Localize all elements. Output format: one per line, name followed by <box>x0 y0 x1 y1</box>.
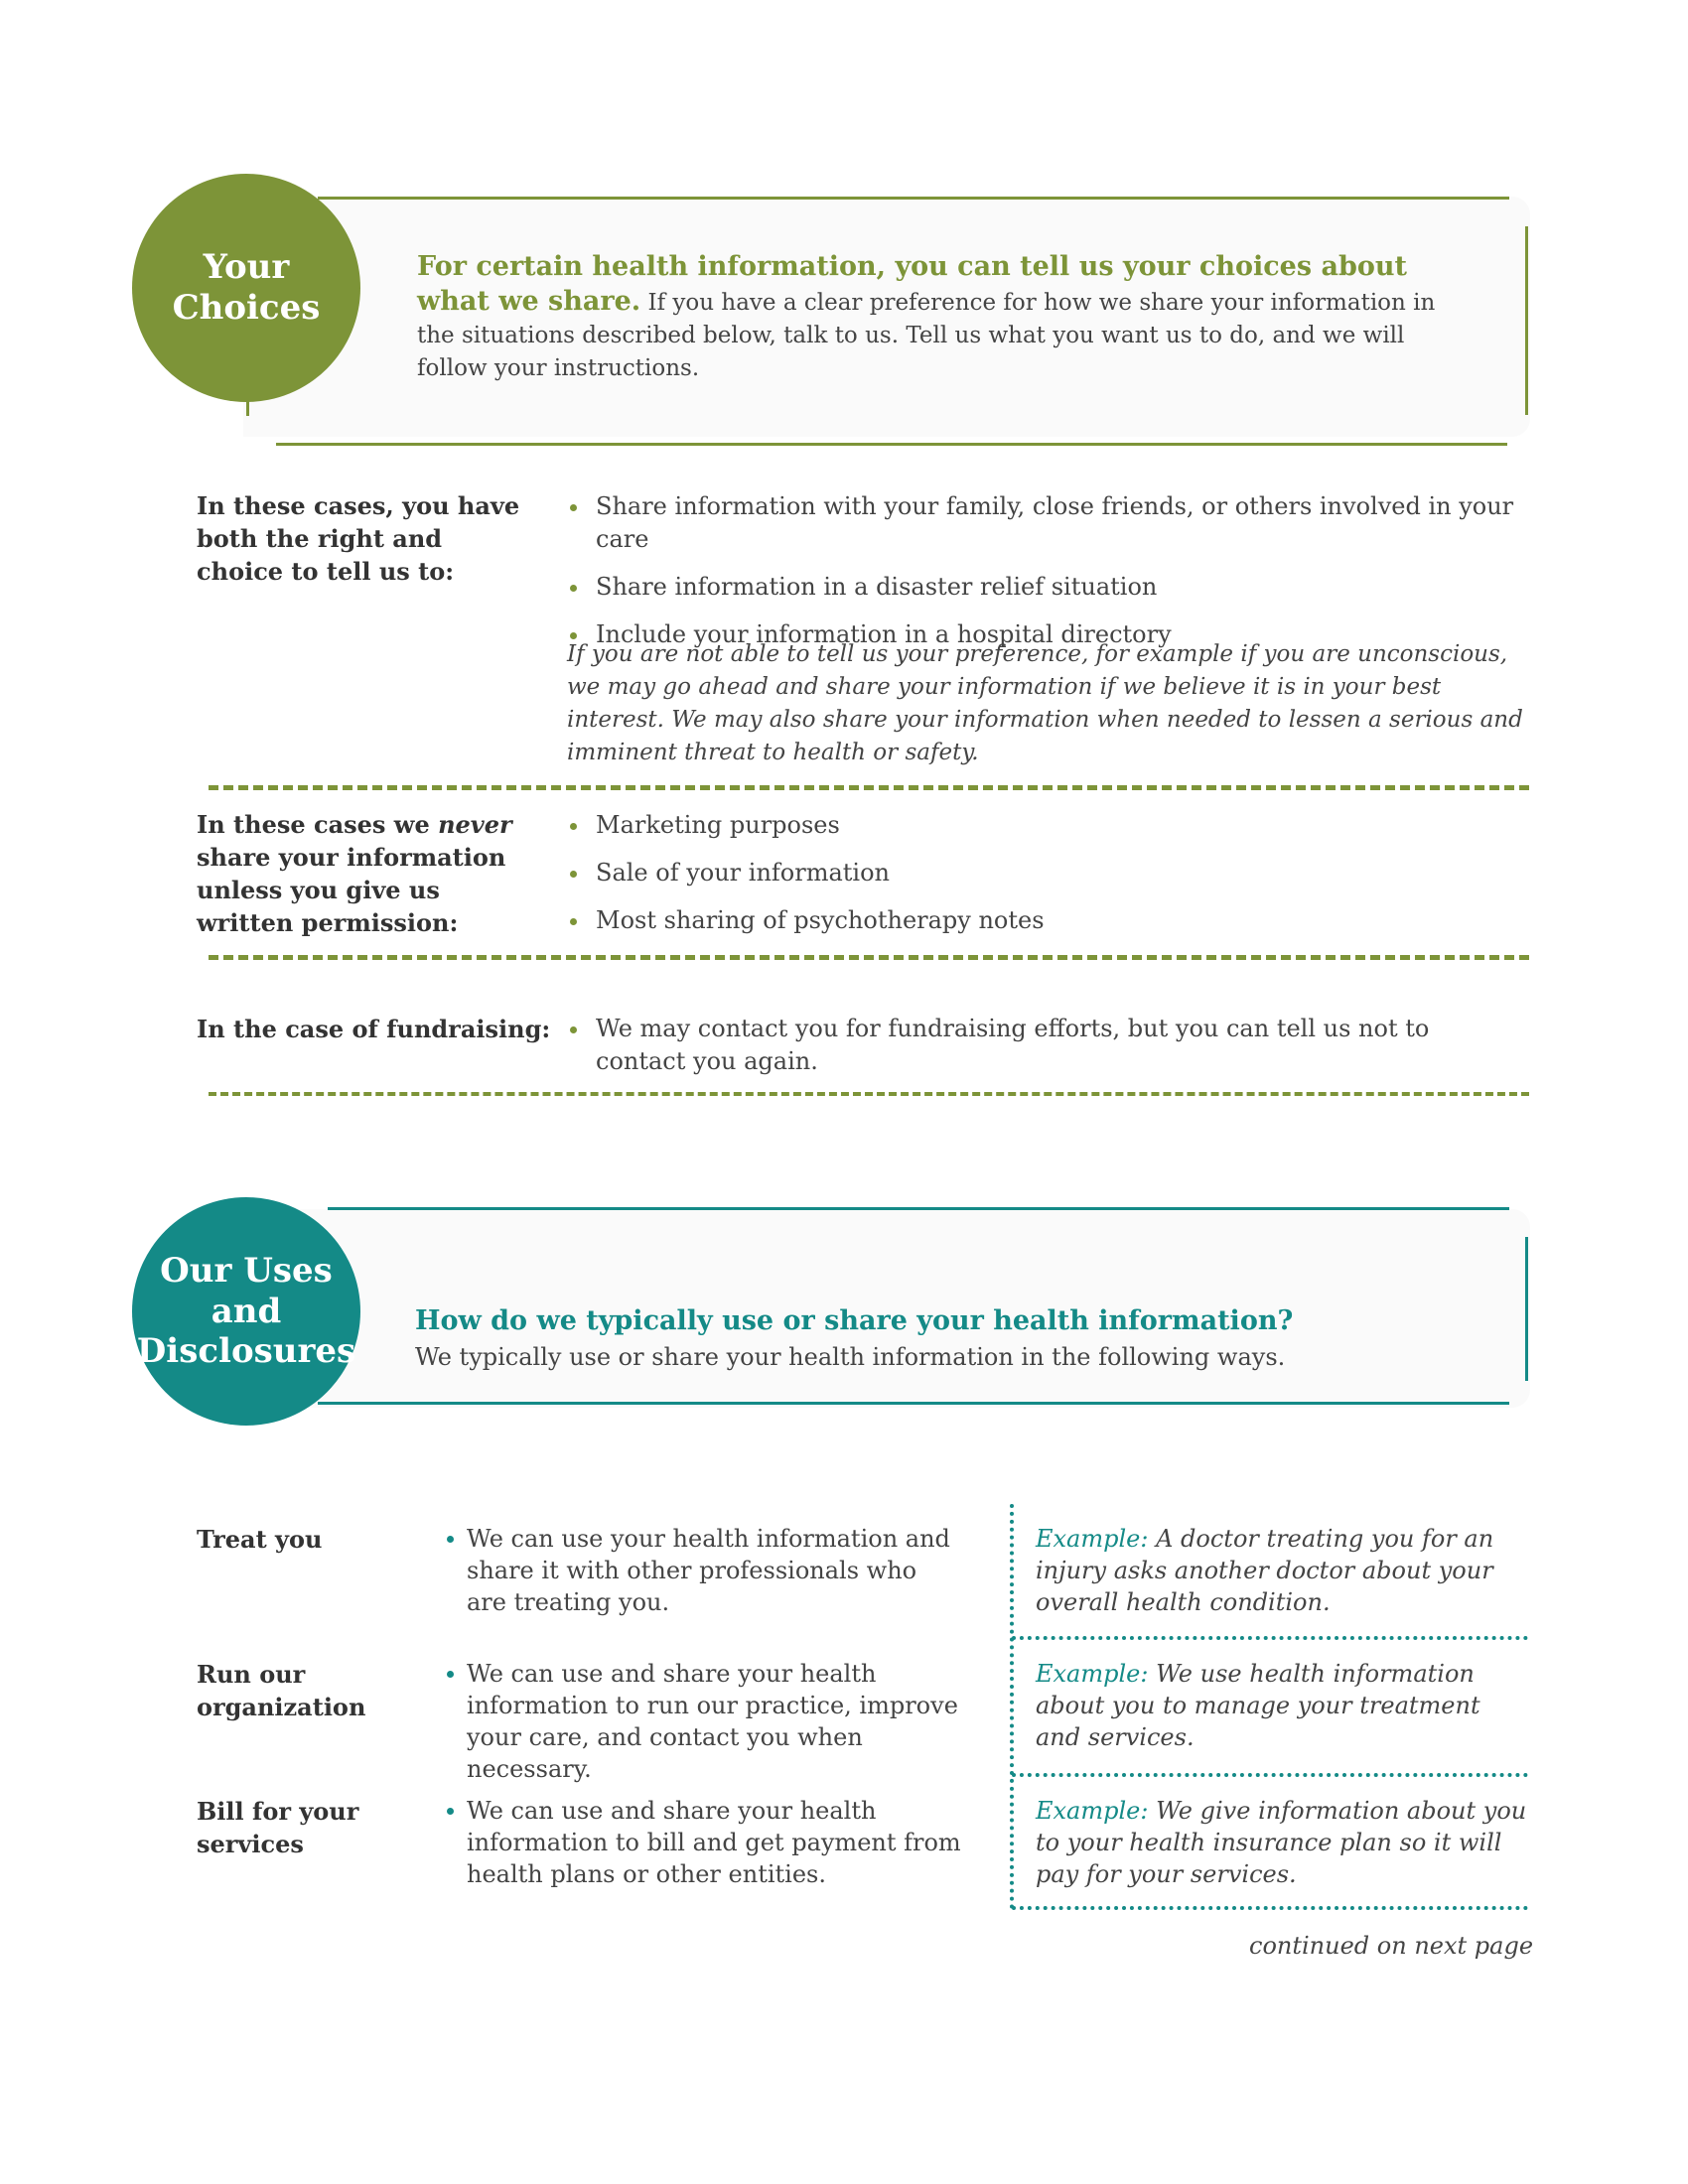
list-item: Marketing purposes <box>566 809 1529 842</box>
choices-divider-3 <box>209 1092 1529 1096</box>
choices-badge-line2: Choices <box>172 288 321 328</box>
choices-divider-2 <box>209 955 1529 960</box>
choices-right-rule <box>1525 226 1528 415</box>
choices-intro <box>417 250 1470 385</box>
continued-note: continued on next page <box>1249 1932 1534 1960</box>
uses-badge-line3: Disclosures <box>136 1331 356 1372</box>
choices-section-badge <box>132 174 360 402</box>
choices-row1-label: In these cases, you have both the right and choice to tell us to: <box>197 491 520 586</box>
list-item: Share information with your family, close friends, or others involved in your care <box>566 490 1529 556</box>
choices-top-rule <box>318 197 1509 200</box>
never-emphasis: never <box>438 810 512 839</box>
example-label: Example: <box>1036 1797 1149 1825</box>
example-label: Example: <box>1036 1660 1149 1688</box>
uses-row1-example: Example: A doctor treating you for an injury asks another doctor about your overall health condition. <box>1036 1525 1494 1616</box>
uses-row2-example: Example: We use health information about you to manage your treatment and services. <box>1036 1660 1480 1751</box>
bullet-icon <box>447 1808 454 1815</box>
choices-row2-label: In these cases we never share your information unless you give us written permission: <box>197 810 512 937</box>
bullet-icon <box>570 504 577 511</box>
list-item: Share information in a disaster relief situation <box>566 571 1529 604</box>
choices-intro-body: If you have a clear preference for how we share your information in the situations described below, talk to us. Tell us what you want us to do, and we will follow your instructions. <box>417 290 1436 381</box>
uses-row1-label: Treat you <box>197 1525 323 1554</box>
choices-row2-list <box>566 809 1529 952</box>
uses-row3-label: Bill for your services <box>197 1797 359 1858</box>
uses-intro: We typically use or share your health information in the following ways. <box>415 1343 1286 1371</box>
uses-question: How do we typically use or share your health information? <box>415 1305 1294 1336</box>
uses-right-rule <box>1525 1237 1528 1381</box>
list-item: Sale of your information <box>566 857 1529 889</box>
bullet-icon <box>570 1026 577 1033</box>
choices-row3-list <box>566 1013 1440 1093</box>
uses-row3-example: Example: We give information about you to your health insurance plan so it will pay for your services. <box>1036 1797 1527 1888</box>
uses-badge-line2: and <box>211 1291 282 1331</box>
uses-row1-desc: We can use your health information and share it with other professionals who are treating you. <box>467 1523 963 1618</box>
list-item: Include your information in a hospital directory <box>566 618 1529 651</box>
uses-divider-2 <box>1012 1773 1528 1777</box>
choices-divider-1 <box>209 785 1529 790</box>
uses-bottom-rule <box>318 1402 1509 1405</box>
uses-section-badge <box>132 1197 360 1426</box>
choices-row1-note: If you are not able to tell us your preference, for example if you are unconscious, we may go ahead and share your information if we believe it is in your best interest. We may also share your information when needed to lessen a serious and imminent threat to health or safety. <box>567 641 1523 765</box>
uses-divider-3 <box>1012 1906 1528 1910</box>
uses-row3-desc: We can use and share your health information to bill and get payment from health plans or other entities. <box>467 1795 963 1890</box>
bullet-icon <box>570 823 577 830</box>
bullet-icon <box>447 1536 454 1543</box>
choices-intro-highlight: For certain health information, you can tell us your choices about what we share. <box>417 251 1407 317</box>
uses-divider-1 <box>1012 1636 1528 1640</box>
bullet-icon <box>570 918 577 925</box>
list-item: We may contact you for fundraising efforts, but you can tell us not to contact you again. <box>566 1013 1440 1078</box>
list-item: Most sharing of psychotherapy notes <box>566 904 1529 937</box>
uses-row2-desc: We can use and share your health information to run our practice, improve your care, and contact you when necessary. <box>467 1658 983 1785</box>
choices-badge-line1: Your <box>203 247 290 288</box>
uses-row2-label: Run our organization <box>197 1660 366 1721</box>
uses-examples-left-border <box>1010 1504 1014 1909</box>
bullet-icon <box>570 585 577 592</box>
example-label: Example: <box>1036 1525 1149 1553</box>
choices-bottom-rule <box>276 443 1507 446</box>
uses-badge-line1: Our Uses <box>160 1250 333 1291</box>
bullet-icon <box>447 1671 454 1678</box>
bullet-icon <box>570 871 577 878</box>
choices-row3-label: In the case of fundraising: <box>197 1015 551 1043</box>
uses-top-rule <box>328 1207 1509 1210</box>
